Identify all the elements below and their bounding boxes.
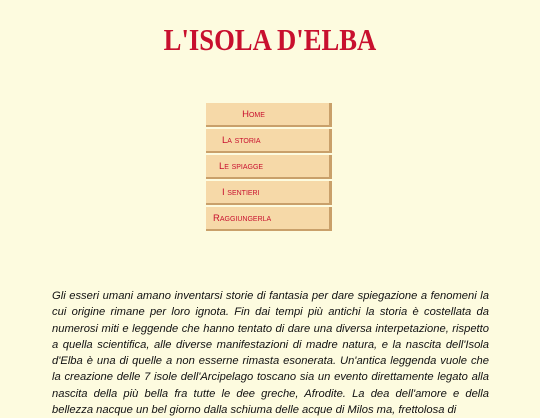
menu-item-raggiungerla[interactable] xyxy=(206,207,332,231)
menu-item-la-storia[interactable] xyxy=(206,129,332,153)
menu-item-label: I sentieri xyxy=(222,186,260,198)
page-title: L'ISOLA D'ELBA xyxy=(163,22,377,57)
menu-item-home[interactable] xyxy=(206,103,332,127)
menu-item-le-spiagge[interactable] xyxy=(206,155,332,179)
menu-item-i-sentieri[interactable] xyxy=(206,181,332,205)
menu-item-label: Le spiagge xyxy=(219,160,264,172)
menu-item-label: Home xyxy=(242,108,265,120)
intro-paragraph: Gli esseri umani amano inventarsi storie di fantasia per dare spiegazione a fenomeni la cui origine rimane per loro ignota. Fin dai tempi più antichi la storia è costellata da numerosi miti e leggende che hanno tentato di dare una diversa interpetazione, rispetto a quella scientifica, alle diverse manifestazioni di madre natura, e la nascita dell'Isola d'Elba è una di quelle a non esserne rimasta esonerata. Un'antica leggenda vuole che la creazione delle 7 isole dell'Arcipelago toscano sia un evento direttamente legato alla nascita della più bella fra tutte le dee greche, Afrodite. La dea dell'amore e della bellezza nacque un bel giorno dalla schiuma delle acque di Milos ma, frettolosa di xyxy=(52,290,489,417)
main-menu xyxy=(206,103,332,233)
menu-item-label: Raggiungerla xyxy=(213,212,272,224)
menu-item-label: La storia xyxy=(222,134,261,146)
